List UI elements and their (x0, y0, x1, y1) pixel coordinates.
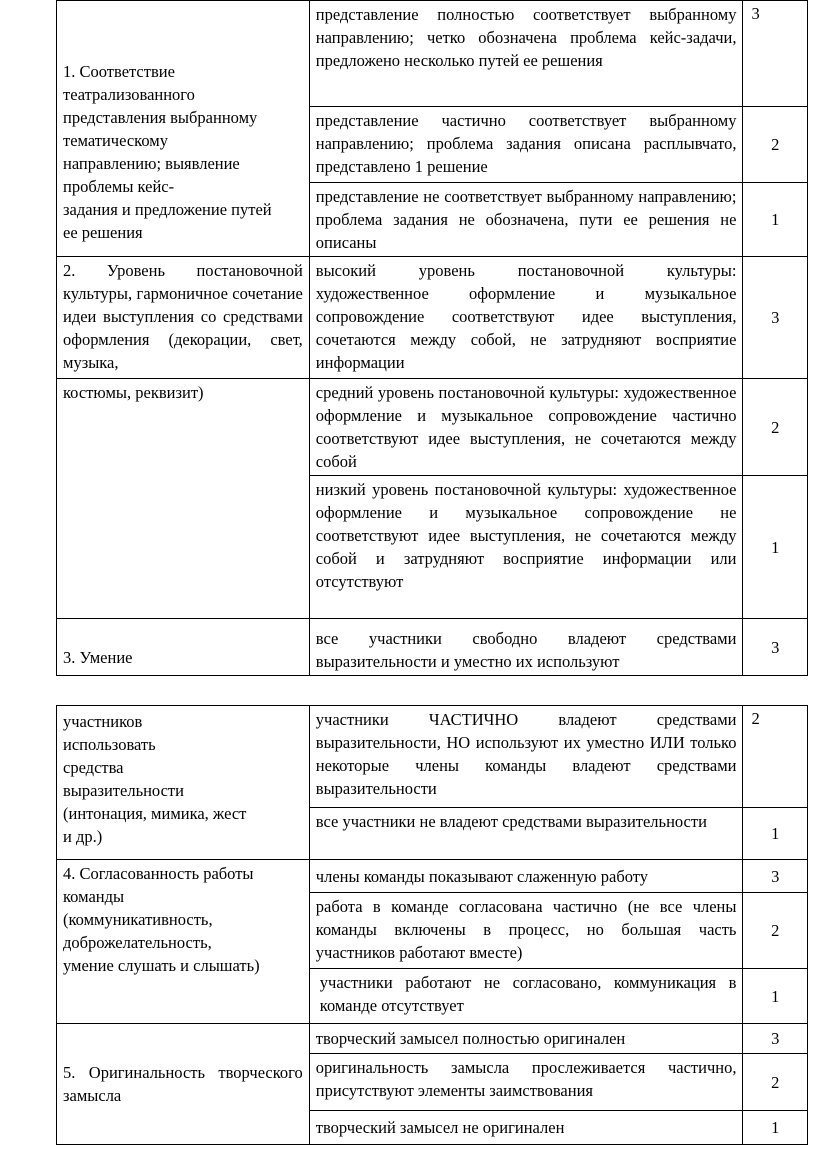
criterion-1-line: театрализованного (63, 84, 195, 104)
score-cell: 3 (743, 1024, 808, 1054)
criterion-1-line: направлению; выявление (63, 153, 240, 173)
criterion-3-line: выразительности (63, 781, 184, 800)
score-cell: 2 (743, 706, 808, 808)
criteria-table-part1 (56, 0, 808, 676)
criterion-4-cell (57, 860, 310, 1024)
criterion-1-line: ее решения (63, 222, 143, 242)
criterion-3-line: использовать (63, 735, 156, 754)
score-cell: 3 (743, 257, 808, 379)
criterion-5-cell: 5. Оригинальность творческого замысла (57, 1024, 310, 1145)
criterion-3-line: и др.) (63, 827, 103, 846)
descriptor-cell: творческий замысел полностью оригинален (309, 1024, 743, 1054)
descriptor-cell: все участники не владеют средствами выразительности (309, 808, 743, 860)
score-cell: 3 (743, 1, 808, 107)
criterion-1-cell (57, 1, 310, 257)
descriptor-cell: представление частично соответствует выбранному направлению; проблема задания описана расплывчато, представлено 1 решение (309, 107, 743, 183)
criteria-table-part2 (56, 705, 808, 1145)
score-cell: 2 (743, 893, 808, 969)
criterion-4-line: команды (63, 887, 125, 906)
criterion-3-cell: 3. Умение (57, 619, 310, 676)
criterion-1-line: тематическому (63, 130, 168, 150)
descriptor-cell: представление не соответствует выбранному направлению; проблема задания не обозначена, пути ее решения не описаны (309, 183, 743, 257)
score-cell: 2 (743, 107, 808, 183)
criterion-4-line: (коммуникативность, (63, 910, 213, 929)
descriptor-cell: работа в команде согласована частично (не все члены команды включены в процесс, но большая часть участников работают вместе) (309, 893, 743, 969)
score-cell: 3 (743, 619, 808, 676)
score-cell: 1 (743, 476, 808, 619)
descriptor-cell: участники ЧАСТИЧНО владеют средствами выразительности, НО используют их уместно ИЛИ только некоторые члены команды владеют средствами выразительности (309, 706, 743, 808)
criterion-2-continued-cell: костюмы, реквизит) (57, 379, 310, 619)
criterion-3-line: (интонация, мимика, жест (63, 804, 247, 823)
score-cell: 2 (743, 379, 808, 476)
descriptor-cell: представление полностью соответствует выбранному направлению; четко обозначена проблема кейс-задачи, предложено несколько путей ее решения (309, 1, 743, 107)
descriptor-cell: творческий замысел не оригинален (309, 1111, 743, 1145)
descriptor-cell: члены команды показывают слаженную работу (309, 860, 743, 893)
score-cell: 1 (743, 183, 808, 257)
criterion-4-line: 4. Согласованность работы (63, 864, 254, 883)
criterion-1-line: 1. Соответствие (63, 61, 175, 81)
score-cell: 2 (743, 1054, 808, 1111)
criterion-4-line: доброжелательность, (63, 933, 212, 952)
score-cell: 1 (743, 1111, 808, 1145)
criterion-3-line: участников (63, 712, 143, 731)
descriptor-cell: низкий уровень постановочной культуры: художественное оформление и музыкальное сопровождение не соответствуют идее выступления, не сочетаются между собой и затрудняют восприятие информации или отсутствуют (309, 476, 743, 619)
descriptor-cell: участники работают не согласовано, коммуникация в команде отсутствует (309, 969, 743, 1024)
criterion-3-continued-cell (57, 706, 310, 860)
criterion-1-line: представления выбранному (63, 107, 258, 127)
score-cell: 1 (743, 808, 808, 860)
descriptor-cell: оригинальность замысла прослеживается частично, присутствуют элементы заимствования (309, 1054, 743, 1111)
score-cell: 3 (743, 860, 808, 893)
criterion-2-cell: 2. Уровень постановочной культуры, гармоничное сочетание идеи выступления со средствами оформления (декорации, свет, музыка, (57, 257, 310, 379)
criterion-3-line: средства (63, 758, 124, 777)
criterion-1-line: проблемы кейс- (63, 176, 175, 196)
descriptor-cell: все участники свободно владеют средствами выразительности и уместно их используют (309, 619, 743, 676)
criterion-4-line: умение слушать и слышать) (63, 956, 260, 975)
descriptor-cell: высокий уровень постановочной культуры: художественное оформление и музыкальное сопровождение соответствуют идее выступления, сочетаются между собой, не затрудняют восприятие информации (309, 257, 743, 379)
descriptor-cell: средний уровень постановочной культуры: художественное оформление и музыкальное сопровождение частично соответствуют идее выступления, не сочетаются между собой (309, 379, 743, 476)
score-cell: 1 (743, 969, 808, 1024)
criterion-1-line: задания и предложение путей (63, 199, 272, 219)
